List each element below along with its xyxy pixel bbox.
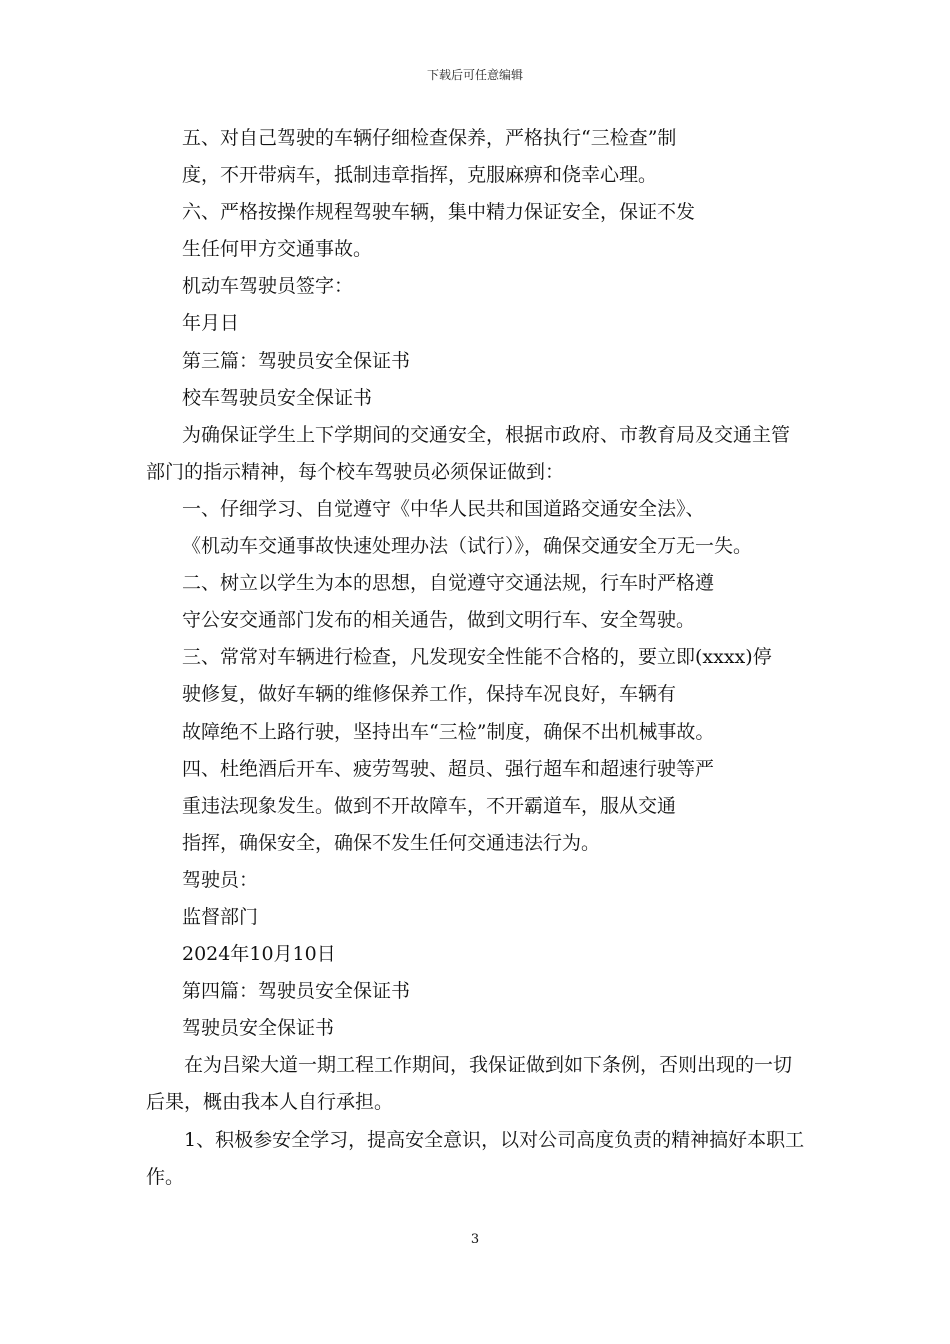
paragraph-line: 在为吕梁大道一期工程工作期间，我保证做到如下条例，否则出现的一切 <box>184 1054 793 1077</box>
date-line: 2024年10月10日 <box>182 943 336 966</box>
paragraph-line: 部门的指示精神，每个校车驾驶员必须保证做到： <box>146 460 565 483</box>
text-line: 一、仔细学习、自觉遵守《中华人民共和国道路交通安全法》、 <box>182 497 705 520</box>
text-line: 指挥，确保安全，确保不发生任何交通违法行为。 <box>182 831 601 854</box>
text-line: 三、常常对车辆进行检查，凡发现安全性能不合格的，要立即(xxxx)停 <box>182 646 772 669</box>
paragraph-line: 作。 <box>146 1165 185 1188</box>
paragraph-line: 1、积极参安全学习，提高安全意识，以对公司高度负责的精神搞好本职工 <box>184 1128 805 1151</box>
text-line: 二、树立以学生为本的思想，自觉遵守交通法规，行车时严格遵 <box>182 572 715 595</box>
text-line: 五、对自己驾驶的车辆仔细检查保养，严格执行“三检查”制 <box>182 127 677 149</box>
text-line: 年月日 <box>182 312 240 335</box>
supervisor-label: 监督部门 <box>182 905 259 928</box>
document-title: 驾驶员安全保证书 <box>182 1017 335 1040</box>
text-line: 度，不开带病车，抵制违章指挥，克服麻痹和侥幸心理。 <box>182 164 658 187</box>
text-line: 六、严格按操作规程驾驶车辆，集中精力保证安全，保证不发 <box>182 201 696 224</box>
section-heading: 第三篇：驾驶员安全保证书 <box>182 349 411 372</box>
text-line: 四、杜绝酒后开车、疲劳驾驶、超员、强行超车和超速行驶等严 <box>182 757 715 780</box>
paragraph-line: 为确保证学生上下学期间的交通安全，根据市政府、市教育局及交通主管 <box>182 423 791 446</box>
paragraph-line: 后果，概由我本人自行承担。 <box>146 1091 394 1114</box>
text-line: 驶修复，做好车辆的维修保养工作，保持车况良好，车辆有 <box>182 683 677 706</box>
text-line: 生任何甲方交通事故。 <box>182 238 373 261</box>
text-line: 《机动车交通事故快速处理办法（试行）》，确保交通安全万无一失。 <box>182 535 753 558</box>
text-line: 机动车驾驶员签字： <box>182 275 354 298</box>
page-header: 下载后可任意编辑 <box>426 68 523 82</box>
text-line: 守公安交通部门发布的相关通告，做到文明行车、安全驾驶。 <box>182 609 696 632</box>
signature-label: 驾驶员： <box>182 868 259 891</box>
section-heading: 第四篇：驾驶员安全保证书 <box>182 980 411 1003</box>
text-line: 故障绝不上路行驶，坚持出车“三检”制度，确保不出机械事故。 <box>182 720 715 743</box>
text-line: 重违法现象发生。做到不开故障车，不开霸道车，服从交通 <box>182 794 677 817</box>
document-body <box>146 120 808 1196</box>
document-title: 校车驾驶员安全保证书 <box>182 386 373 409</box>
page-number: 3 <box>470 1232 480 1247</box>
